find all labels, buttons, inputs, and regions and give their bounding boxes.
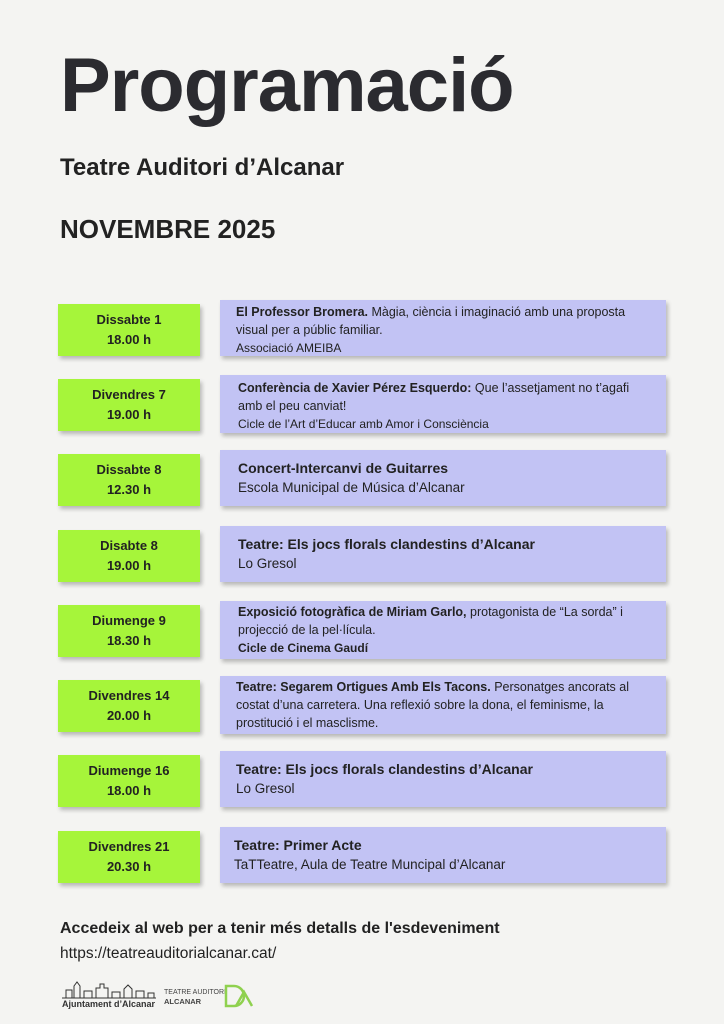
- event-info-box: [220, 676, 666, 734]
- event-day: Diumenge 16: [88, 763, 170, 778]
- event-row: [58, 450, 670, 510]
- event-row: [58, 676, 670, 736]
- event-description: Màgia, ciència i imaginació amb una proposta visual per a públic familiar.: [236, 305, 626, 337]
- event-title: Teatre: Segarem Ortigues Amb Els Tacons.: [236, 680, 491, 694]
- event-info-box: [220, 601, 666, 659]
- event-row: [58, 375, 670, 435]
- event-title: Concert-Intercanvi de Guitarres: [238, 460, 449, 476]
- event-organizer: Escola Municipal de Música d’Alcanar: [238, 480, 465, 495]
- event-date-box: [58, 605, 200, 657]
- event-day: Divendres 21: [88, 839, 170, 854]
- teatre-logo-text: [164, 988, 226, 1006]
- event-time: 19.00 h: [106, 558, 152, 573]
- event-info-box: [220, 526, 666, 582]
- event-date-box: [58, 530, 200, 582]
- event-day: Divendres 14: [88, 688, 170, 703]
- event-description: Personatges ancorats al costat d’una carretera. Una reflexió sobre la dona, el feminisme, la prostitució i el masclisme.: [236, 680, 630, 730]
- ajuntament-skyline-icon: [60, 978, 160, 1000]
- event-description: protagonista de “La sorda” i projecció de la pel·lícula.: [238, 605, 623, 637]
- event-title: Conferència de Xavier Pérez Esquerdo:: [238, 381, 472, 395]
- event-title: Teatre: Els jocs florals clandestins d’Alcanar: [238, 536, 535, 552]
- teatre-logo-line2: ALCANAR: [164, 997, 202, 1006]
- event-day: Dissabte 8: [96, 462, 162, 477]
- venue-name: Teatre Auditori d’Alcanar: [60, 154, 345, 181]
- website-link[interactable]: https://teatreauditorialcanar.cat/: [60, 945, 277, 962]
- event-organizer: Cicle de Cinema Gaudí: [238, 641, 369, 655]
- event-date-box: [58, 454, 200, 506]
- event-time: 20.00 h: [106, 708, 152, 723]
- page-title: Programació: [60, 43, 514, 128]
- event-date-box: [58, 680, 200, 732]
- event-row: [58, 300, 670, 360]
- event-organizer: Lo Gresol: [238, 556, 297, 571]
- event-info-box: [220, 751, 666, 807]
- event-time: 18.30 h: [106, 633, 152, 648]
- event-day: Diumenge 9: [92, 613, 166, 628]
- footer-logos: [60, 978, 280, 1014]
- event-title: Exposició fotogràfica de Miriam Garlo,: [238, 605, 467, 619]
- event-organizer: Cicle de l’Art d’Educar amb Amor i Consciència: [238, 417, 489, 431]
- event-row: [58, 827, 670, 887]
- event-title: El Professor Bromera.: [236, 305, 368, 319]
- teatre-logo-line1: TEATRE AUDITORI: [164, 989, 226, 996]
- ajuntament-logo-text: Ajuntament d’Alcanar: [62, 999, 156, 1009]
- event-date-box: [58, 755, 200, 807]
- event-day: Disabte 8: [100, 538, 158, 553]
- event-time: 19.00 h: [106, 407, 152, 422]
- event-row: [58, 751, 670, 811]
- event-info-box: [220, 827, 666, 883]
- event-time: 20.30 h: [106, 859, 152, 874]
- event-day: Divendres 7: [92, 387, 166, 402]
- teatre-logo-icon: [224, 984, 254, 1008]
- event-time: 18.00 h: [106, 332, 152, 347]
- event-info-box: [220, 375, 666, 433]
- event-day: Dissabte 1: [96, 312, 162, 327]
- website-call-to-action: Accedeix al web per a tenir més detalls de l'esdeveniment: [60, 920, 500, 937]
- event-date-box: [58, 379, 200, 431]
- event-time: 18.00 h: [106, 783, 152, 798]
- event-title: Teatre: Els jocs florals clandestins d’Alcanar: [236, 761, 533, 777]
- event-info-box: [220, 300, 666, 356]
- month-heading: NOVEMBRE 2025: [60, 214, 276, 244]
- event-info-box: [220, 450, 666, 506]
- event-date-box: [58, 304, 200, 356]
- event-organizer: Lo Gresol: [236, 781, 295, 796]
- event-row: [58, 526, 670, 586]
- event-row: [58, 601, 670, 661]
- event-organizer: TaTTeatre, Aula de Teatre Muncipal d’Alcanar: [234, 857, 506, 872]
- event-title: Teatre: Primer Acte: [234, 837, 362, 853]
- event-description: Que l’assetjament no t’agafi amb el peu canviat!: [238, 381, 630, 413]
- event-organizer: Associació AMEIBA: [236, 341, 342, 355]
- event-time: 12.30 h: [106, 482, 152, 497]
- event-date-box: [58, 831, 200, 883]
